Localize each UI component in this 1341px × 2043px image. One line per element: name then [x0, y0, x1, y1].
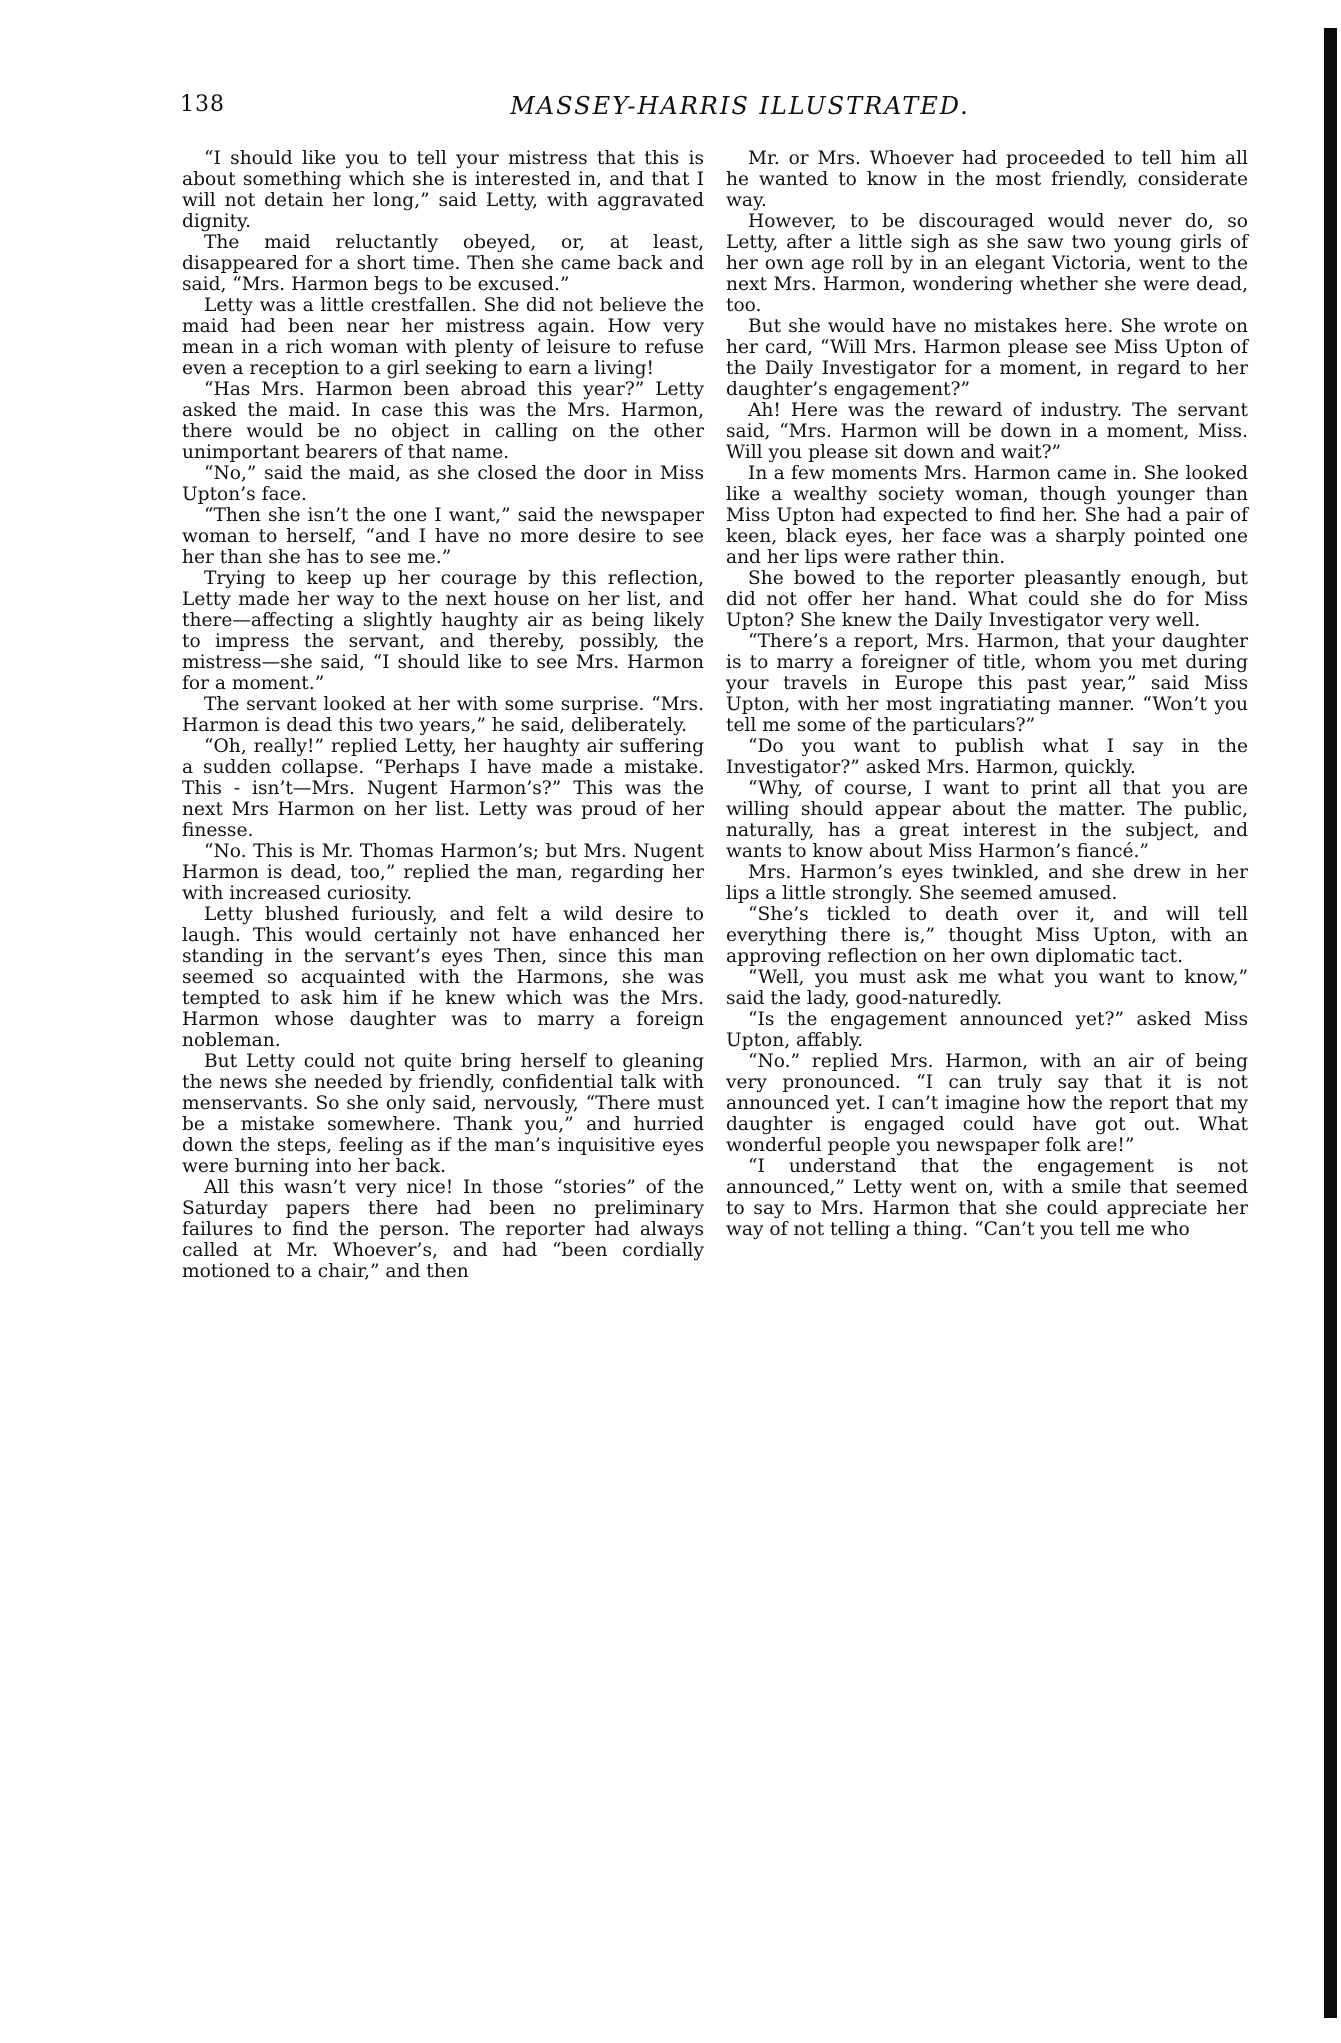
paragraph: Trying to keep up her courage by this reflection, Letty made her way to the next house on her list, and there—affecting a slightly haughty air as being likely to impress the servant, and thereby, possibly, the mistress—she said, “I should like to see Mrs. Harmon for a moment.” — [182, 568, 704, 694]
paragraph: “Is the engagement announced yet?” asked Miss Upton, affably. — [726, 1009, 1248, 1051]
paragraph: “No.” replied Mrs. Harmon, with an air of being very pronounced. “I can truly say that it is not announced yet. I can’t imagine how the report that my daughter is engaged could have got out. What wonderful people you newspaper folk are!” — [726, 1051, 1248, 1156]
page-number: 138 — [180, 92, 225, 117]
paragraph: All this wasn’t very nice! In those “stories” of the Saturday papers there had been no preliminary failures to find the person. The reporter had always called at Mr. Whoever’s, and had “been cordially motioned to a chair,” and then — [182, 1177, 704, 1282]
paragraph: Mr. or Mrs. Whoever had proceeded to tell him all he wanted to know in the most friendly, considerate way. — [726, 148, 1248, 211]
paragraph: However, to be discouraged would never do, so Letty, after a little sigh as she saw two young girls of her own age roll by in an elegant Victoria, went to the next Mrs. Harmon, wondering whether she were dead, too. — [726, 211, 1248, 316]
paragraph: Letty was a little crestfallen. She did not believe the maid had been near her mistress again. How very mean in a rich woman with plenty of leisure to refuse even a reception to a girl seeking to earn a living! — [182, 295, 704, 379]
paragraph: “Then she isn’t the one I want,” said the newspaper woman to herself, “and I have no more desire to see her than she has to see me.” — [182, 505, 704, 568]
paragraph: The maid reluctantly obeyed, or, at least, disappeared for a short time. Then she came back and said, “Mrs. Harmon begs to be excused.” — [182, 232, 704, 295]
page-header — [180, 92, 1240, 132]
paragraph: “Oh, really!” replied Letty, her haughty air suffering a sudden collapse. “Perhaps I have made a mistake. This - isn’t—Mrs. Nugent Harmon’s?” This was the next Mrs Harmon on her list. Letty was proud of her finesse. — [182, 736, 704, 841]
paragraph: But she would have no mistakes here. She wrote on her card, “Will Mrs. Harmon please see Miss Upton of the Daily Investigator for a moment, in regard to her daughter’s engagement?” — [726, 316, 1248, 400]
paragraph: “Has Mrs. Harmon been abroad this year?” Letty asked the maid. In case this was the Mrs. Harmon, there would be no object in calling on the other unimportant bearers of that name. — [182, 379, 704, 463]
paragraph: Mrs. Harmon’s eyes twinkled, and she drew in her lips a little strongly. She seemed amused. — [726, 862, 1248, 904]
paragraph: Ah! Here was the reward of industry. The servant said, “Mrs. Harmon will be down in a moment, Miss. Will you please sit down and wait?” — [726, 400, 1248, 463]
left-column — [182, 148, 704, 1282]
paragraph: “Well, you must ask me what you want to know,” said the lady, good-naturedly. — [726, 967, 1248, 1009]
paragraph: But Letty could not quite bring herself to gleaning the news she needed by friendly, confidential talk with menservants. So she only said, nervously, “There must be a mistake somewhere. Thank you,” and hurried down the steps, feeling as if the man’s inquisitive eyes were burning into her back. — [182, 1051, 704, 1177]
paragraph: “I should like you to tell your mistress that this is about something which she is interested in, and that I will not detain her long,” said Letty, with aggravated dignity. — [182, 148, 704, 232]
running-title: MASSEY-HARRIS ILLUSTRATED. — [510, 92, 970, 120]
right-column — [726, 148, 1248, 1240]
paragraph: She bowed to the reporter pleasantly enough, but did not offer her hand. What could she do for Miss Upton? She knew the Daily Investigator very well. — [726, 568, 1248, 631]
page-edge-rule — [1324, 28, 1337, 2018]
paragraph: “No. This is Mr. Thomas Harmon’s; but Mrs. Nugent Harmon is dead, too,” replied the man, regarding her with increased curiosity. — [182, 841, 704, 904]
paragraph: “No,” said the maid, as she closed the door in Miss Upton’s face. — [182, 463, 704, 505]
paragraph: “There’s a report, Mrs. Harmon, that your daughter is to marry a foreigner of title, whom you met during your travels in Europe this past year,” said Miss Upton, with her most ingratiating manner. “Won’t you tell me some of the particulars?” — [726, 631, 1248, 736]
paragraph: “Do you want to publish what I say in the Investigator?” asked Mrs. Harmon, quickly. — [726, 736, 1248, 778]
paragraph: The servant looked at her with some surprise. “Mrs. Harmon is dead this two years,” he said, deliberately. — [182, 694, 704, 736]
paragraph: “I understand that the engagement is not announced,” Letty went on, with a smile that seemed to say to Mrs. Harmon that she could appreciate her way of not telling a thing. “Can’t you tell me who — [726, 1156, 1248, 1240]
paragraph: “She’s tickled to death over it, and will tell everything there is,” thought Miss Upton, with an approving reflection on her own diplomatic tact. — [726, 904, 1248, 967]
paragraph: “Why, of course, I want to print all that you are willing should appear about the matter. The public, naturally, has a great interest in the subject, and wants to know about Miss Harmon’s fiancé.” — [726, 778, 1248, 862]
paragraph: In a few moments Mrs. Harmon came in. She looked like a wealthy society woman, though younger than Miss Upton had expected to find her. She had a pair of keen, black eyes, her face was a sharply pointed one and her lips were rather thin. — [726, 463, 1248, 568]
paragraph: Letty blushed furiously, and felt a wild desire to laugh. This would certainly not have enhanced her standing in the servant’s eyes Then, since this man seemed so acquainted with the Harmons, she was tempted to ask him if he knew which was the Mrs. Harmon whose daughter was to marry a foreign nobleman. — [182, 904, 704, 1051]
